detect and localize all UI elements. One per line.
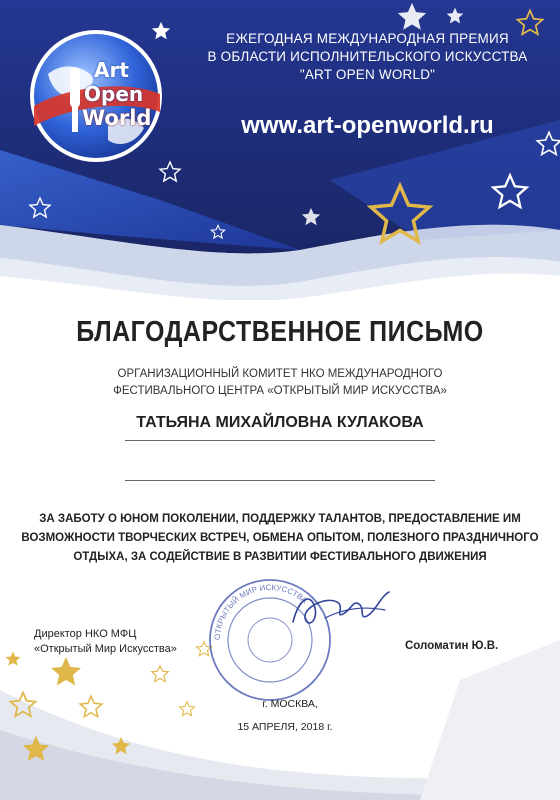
logo-word-world: World: [82, 106, 152, 130]
blank-line: [125, 480, 435, 481]
issuer-text: [60, 366, 500, 400]
reason-line: ВОЗМОЖНОСТИ ТВОРЧЕСКИХ ВСТРЕЧ, ОБМЕНА ОПЫТОМ, ПОЛЕЗНОГО ПРАЗДНИЧНОГО: [21, 532, 539, 544]
star-icon: [490, 172, 530, 212]
issue-date: 15 АПРЕЛЯ, 2018 г.: [237, 721, 333, 733]
logo-word-open: Open: [84, 82, 144, 106]
reason-line: ЗА ЗАБОТУ О ЮНОМ ПОКОЛЕНИИ, ПОДДЕРЖКУ ТАЛАНТОВ, ПРЕДОСТАВЛЕНИЕ ИМ: [39, 513, 521, 525]
star-icon: [4, 650, 22, 668]
star-icon: [110, 735, 132, 757]
issuer-line: ФЕСТИВАЛЬНОГО ЦЕНТРА «ОТКРЫТЫЙ МИР ИСКУССТВА»: [113, 385, 447, 397]
star-icon: [395, 0, 429, 34]
reason-line: ОТДЫХА, ЗА СОДЕЙСТВИЕ В РАЗВИТИИ ФЕСТИВАЛЬНОГО ДВИЖЕНИЯ: [73, 551, 487, 563]
star-icon: [48, 654, 84, 690]
handwritten-signature: [285, 578, 395, 638]
star-icon: [150, 664, 170, 684]
star-icon: [78, 694, 104, 720]
issue-city: г. МОСКВА,: [262, 698, 318, 710]
star-icon: [365, 180, 435, 250]
signer-name: Соломатин Ю.В.: [405, 640, 499, 652]
star-icon: [28, 196, 52, 220]
star-icon: [20, 733, 52, 765]
art-open-world-logo: [18, 14, 178, 174]
star-icon: [210, 224, 226, 240]
star-icon: [445, 6, 465, 26]
document-title: БЛАГОДАРСТВЕННОЕ ПИСЬМО: [76, 315, 484, 349]
premium-line: "ART OPEN WORLD": [299, 67, 436, 82]
reason-text: [20, 510, 540, 567]
premium-line: В ОБЛАСТИ ИСПОЛНИТЕЛЬСКОГО ИСКУССТВА: [207, 49, 528, 64]
issuer-line: ОРГАНИЗАЦИОННЫЙ КОМИТЕТ НКО МЕЖДУНАРОДНОГО: [117, 368, 443, 380]
premium-header: [190, 30, 545, 84]
star-icon: [178, 700, 196, 718]
director-line: «Открытый Мир Искусства»: [34, 643, 177, 655]
director-title: [34, 627, 177, 657]
logo-word-art: Art: [94, 58, 129, 82]
stamp-text: ОТКРЫТЫЙ МИР ИСКУССТВА: [212, 582, 309, 641]
premium-line: ЕЖЕГОДНАЯ МЕЖДУНАРОДНАЯ ПРЕМИЯ: [226, 31, 509, 46]
director-line: Директор НКО МФЦ: [34, 628, 137, 640]
recipient-underline: [125, 440, 435, 441]
star-icon: [300, 206, 322, 228]
website-url: www.art-openworld.ru: [241, 112, 494, 139]
star-icon: [8, 690, 38, 720]
recipient-name: ТАТЬЯНА МИХАЙЛОВНА КУЛАКОВА: [136, 414, 424, 431]
